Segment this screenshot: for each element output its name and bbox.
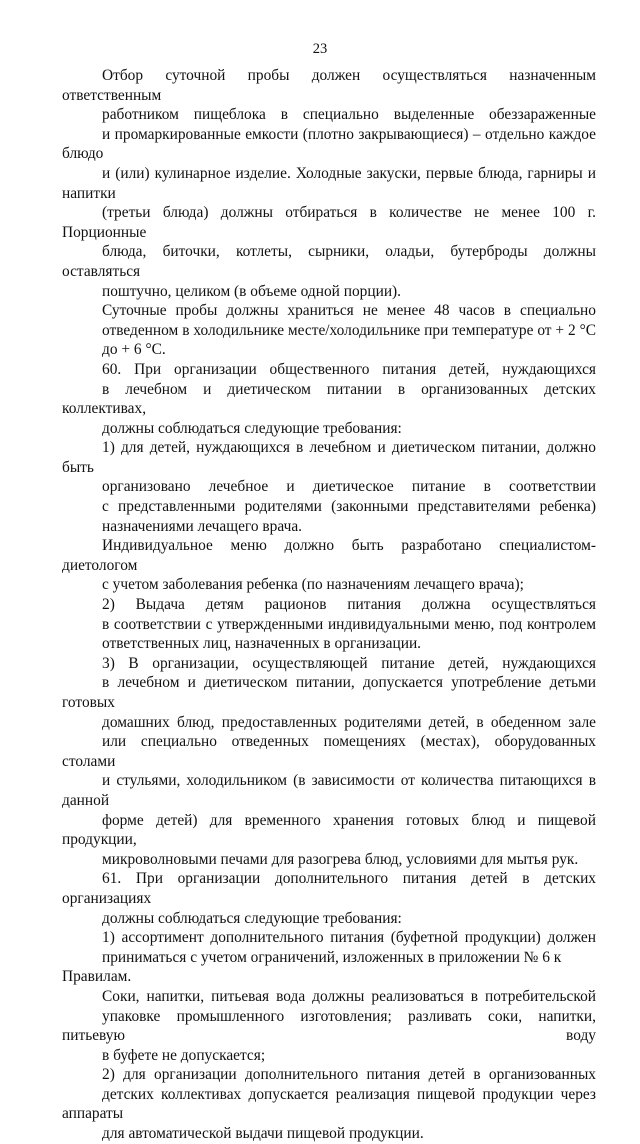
text-line: микроволновыми печами для разогрева блюд, условиями для мытья рук. <box>102 850 579 868</box>
paragraph <box>62 1065 596 1143</box>
text-line: форме детей) для временного хранения готовых блюд и пищевой продукции, <box>62 811 596 849</box>
text-line: 61. При организации дополнительного питания детей в детских организациях <box>62 870 596 907</box>
text-line: (третьи блюда) должны отбираться в количестве не менее 100 г. Порционные <box>62 204 596 241</box>
text-line: домашних блюд, предоставленных родителями детей, в обеденном зале <box>102 713 596 731</box>
text-line: приниматься с учетом ограничений, изложенных в приложении № 6 к Правилам. <box>62 948 562 986</box>
document-body <box>62 66 596 1144</box>
text-line: упаковке промышленного изготовления; разливать соки, напитки, питьевую воду <box>62 1007 596 1045</box>
text-line: Индивидуальное меню должно быть разработано специалистом-диетологом <box>62 537 596 574</box>
text-line: 3) В организации, осуществляющей питание детей, нуждающихся <box>102 654 596 672</box>
paragraph <box>62 869 596 928</box>
paragraph <box>62 360 596 438</box>
text-line: и стульями, холодильником (в зависимости от количества питающихся в данной <box>62 772 596 809</box>
text-line: Соки, напитки, питьевая вода должны реализоваться в потребительской <box>102 987 596 1005</box>
text-line: 2) для организации дополнительного питания детей в организованных <box>102 1066 596 1084</box>
paragraph <box>62 595 596 654</box>
text-line: назначениями лечащего врача. <box>102 517 302 535</box>
text-line: 2) Выдача детям рационов питания должна осуществляться <box>102 596 596 614</box>
paragraph <box>62 536 596 595</box>
paragraph <box>62 654 596 870</box>
text-line: 60. При организации общественного питания детей, нуждающихся <box>102 360 596 378</box>
page-number: 23 <box>312 41 328 57</box>
text-line: 1) ассортимент дополнительного питания (буфетной продукции) должен <box>102 929 596 947</box>
paragraph <box>62 66 596 301</box>
text-line: Отбор суточной пробы должен осуществляться назначенным ответственным <box>62 67 596 104</box>
text-line: ответственных лиц, назначенных в организации. <box>102 635 422 653</box>
text-line: с представленными родителями (законными представителями ребенка) <box>102 498 596 516</box>
text-line: детских коллективах допускается реализация пищевой продукции через аппараты <box>62 1085 596 1123</box>
text-line: в соответствии с утвержденными индивидуальными меню, под контролем <box>102 615 596 633</box>
text-line: блюда, биточки, котлеты, сырники, оладьи, бутерброды должны оставляться <box>62 243 596 280</box>
paragraph <box>62 928 596 987</box>
text-line: должны соблюдаться следующие требования: <box>102 909 402 927</box>
text-line: 1) для детей, нуждающихся в лечебном и диетическом питании, должно быть <box>62 439 596 476</box>
text-line: с учетом заболевания ребенка (по назначениям лечащего врача); <box>102 576 524 594</box>
text-line: в лечебном и диетическом питании в организованных детских коллективах, <box>62 380 596 418</box>
paragraph <box>62 987 596 1065</box>
text-line: или специально отведенных помещениях (местах), оборудованных столами <box>62 733 596 770</box>
text-line: работником пищеблока в специально выделенные обеззараженные <box>102 106 596 124</box>
text-line: для автоматической выдачи пищевой продукции. <box>102 1125 424 1143</box>
text-line: и промаркированные емкости (плотно закрывающиеся) – отдельно каждое блюдо <box>62 125 596 163</box>
paragraph <box>62 301 596 360</box>
text-line: и (или) кулинарное изделие. Холодные закуски, первые блюда, гарниры и напитки <box>62 164 596 202</box>
text-line: должны соблюдаться следующие требования: <box>102 419 402 437</box>
text-line: в буфете не допускается; <box>102 1046 266 1064</box>
text-line: в лечебном и диетическом питании, допускается употребление детьми готовых <box>62 674 596 711</box>
paragraph <box>62 438 596 536</box>
text-line: организовано лечебное и диетическое питание в соответствии <box>102 478 596 496</box>
text-line: отведенном в холодильнике месте/холодильнике при температуре от + 2 °С <box>102 321 596 339</box>
text-line: Суточные пробы должны храниться не менее 48 часов в специально <box>102 302 596 320</box>
text-line: до + 6 °С. <box>102 341 166 359</box>
text-line: поштучно, целиком (в объеме одной порции). <box>102 282 402 300</box>
